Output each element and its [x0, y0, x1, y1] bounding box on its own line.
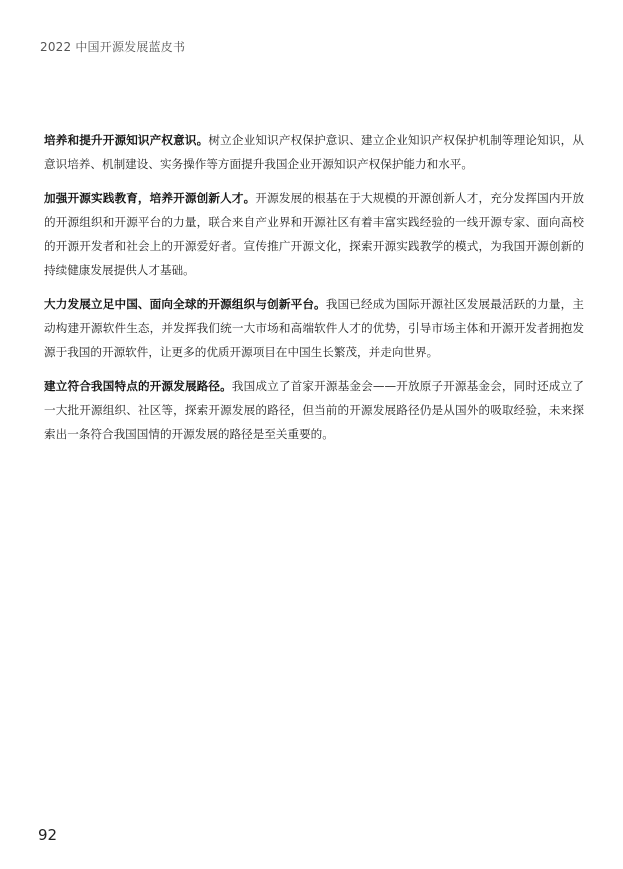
paragraph-body: 树立企业知识产权保护意识、建立企业知识产权保护机制等理论知识，从意识培养、机制建设、实务操作等方面提升我国企业开源知识产权保护能力和水平。 — [44, 133, 584, 171]
paragraph-lead: 建立符合我国特点的开源发展路径。 — [44, 379, 232, 393]
paragraph-ip-awareness — [44, 128, 584, 176]
paragraph-lead: 加强开源实践教育，培养开源创新人才。 — [44, 191, 256, 205]
body-text — [44, 128, 584, 456]
paragraph-practice-education — [44, 186, 584, 282]
paragraph-lead: 培养和提升开源知识产权意识。 — [44, 133, 209, 147]
paragraph-body: 我国已经成为国际开源社区发展最活跃的力量，主动构建开源软件生态，并发挥我们统一大市场和高端软件人才的优势，引导市场主体和开源开发者拥抱发源于我国的开源软件，让更多的优质开源项目在中国生长繁茂，并走向世界。 — [44, 297, 584, 359]
page-number: 92 — [38, 826, 58, 844]
paragraph-body: 开源发展的根基在于大规模的开源创新人才，充分发挥国内开放的开源组织和开源平台的力量，联合来自产业界和开源社区有着丰富实践经验的一线开源专家、面向高校的开源开发者和社会上的开源爱好者。宣传推广开源文化，探索开源实践教学的模式，为我国开源创新的持续健康发展提供人才基础。 — [44, 191, 584, 277]
paragraph-organizations-platforms — [44, 292, 584, 364]
paragraph-body: 我国成立了首家开源基金会——开放原子开源基金会，同时还成立了一大批开源组织、社区等，探索开源发展的路径，但当前的开源发展路径仍是从国外的吸取经验，未来探索出一条符合我国国情的开源发展的路径是至关重要的。 — [44, 379, 584, 441]
paragraph-lead: 大力发展立足中国、面向全球的开源组织与创新平台。 — [44, 297, 326, 311]
running-header: 2022 中国开源发展蓝皮书 — [40, 40, 186, 54]
paragraph-development-path — [44, 374, 584, 446]
